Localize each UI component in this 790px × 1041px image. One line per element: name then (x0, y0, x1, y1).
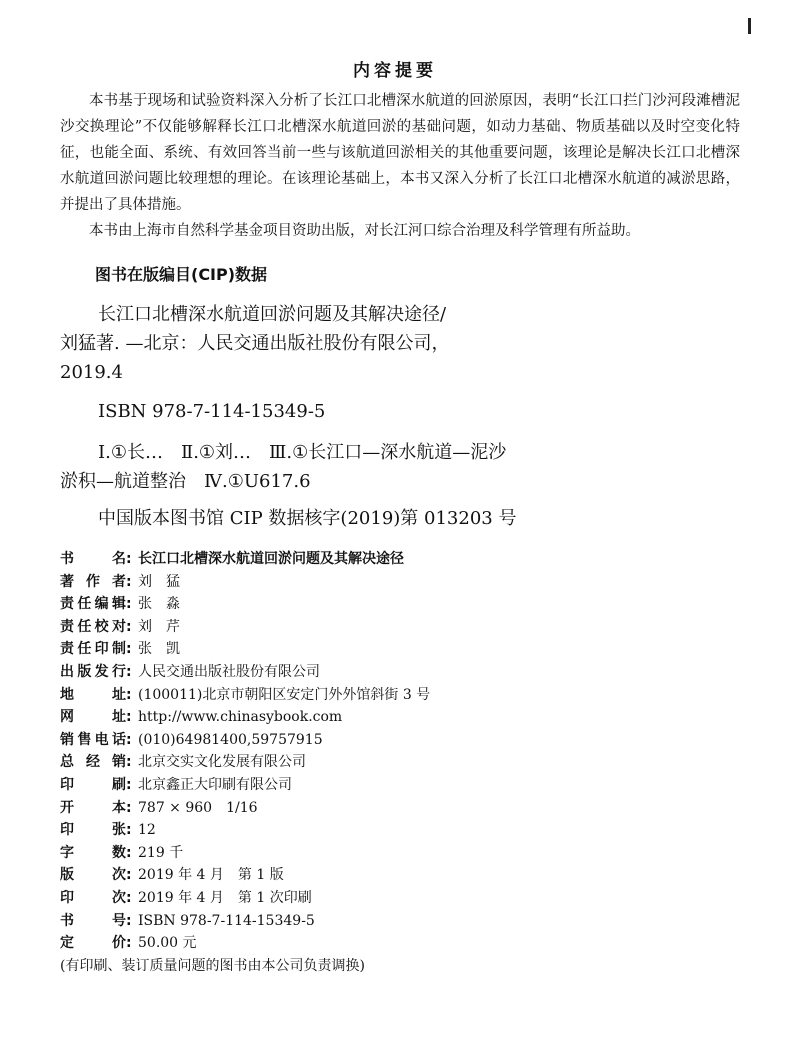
cip-author-line: 刘猛著. —北京：人民交通出版社股份有限公司， (60, 333, 450, 354)
detail-label: 字数 (60, 844, 126, 861)
detail-row-website: 网址 : http://www.chinasybook.com (60, 706, 760, 729)
cip-isbn-line: ISBN 978-7-114-15349-5 (98, 401, 326, 422)
detail-row-proofreader: 责任校对 : 刘 芹 (60, 616, 760, 639)
detail-value: 219 千 (138, 844, 184, 861)
detail-value: 北京鑫正大印刷有限公司 (138, 776, 292, 793)
detail-label: 印张 (60, 822, 126, 839)
detail-row-impression: 印次 : 2019 年 4 月 第 1 次印刷 (60, 887, 760, 910)
detail-label: 印刷 (60, 776, 126, 793)
cip-title-line: 长江口北槽深水航道回淤问题及其解决途径/ (98, 304, 447, 325)
detail-label: 销售电话 (60, 731, 126, 748)
corner-mark (748, 18, 751, 34)
detail-label: 责任编辑 (60, 596, 126, 613)
detail-value: 长江口北槽深水航道回淤问题及其解决途径 (138, 551, 404, 567)
cip-classification-line: Ⅰ.①长… Ⅱ.①刘… Ⅲ.①长江口—深水航道—泥沙 (98, 442, 507, 463)
detail-row-book-title: 书名 : 长江口北槽深水航道回淤问题及其解决途径 (60, 548, 760, 571)
cip-classification-line: 淤积—航道整治 Ⅳ.①U617.6 (60, 471, 311, 492)
detail-label: 责任校对 (60, 618, 126, 635)
detail-label: 地址 (60, 686, 126, 703)
detail-label: 开本 (60, 799, 126, 816)
publication-details (60, 548, 760, 977)
footnote: (有印刷、装订质量问题的图书由本公司负责调换) (60, 957, 365, 974)
detail-row-editor: 责任编辑 : 张 淼 (60, 593, 760, 616)
detail-label: 网址 (60, 709, 126, 726)
detail-label: 责任印制 (60, 641, 126, 658)
detail-row-word-count: 字数 : 219 千 (60, 842, 760, 865)
detail-label: 印次 (60, 889, 126, 906)
detail-label: 出版发行 (60, 663, 126, 680)
detail-value: 12 (138, 822, 156, 839)
summary-paragraph: 本书基于现场和试验资料深入分析了长江口北槽深水航道的回淤原因，表明“长江口拦门沙河段滩槽泥沙交换理论”不仅能够解释长江口北槽深水航道回淤的基础问题，如动力基础、物质基础以及时空变化特征，也能全面、系统、有效回答当前一些与该航道回淤相关的其他重要问题，该理论是解决长江口北槽深水航道回淤问题比较理想的理论。在该理论基础上，本书又深入分析了长江口北槽深水航道的减淤思路，并提出了具体措施。 (60, 93, 740, 213)
detail-row-edition: 版次 : 2019 年 4 月 第 1 版 (60, 864, 760, 887)
detail-value: 刘 猛 (138, 573, 180, 590)
detail-value: 张 凯 (138, 641, 180, 658)
detail-row-sales-phone: 销售电话 : (010)64981400,59757915 (60, 729, 760, 752)
detail-row-sheets: 印张 : 12 (60, 819, 760, 842)
detail-label: 书号 (60, 912, 126, 929)
cip-core-data: 中国版本图书馆 CIP 数据核字(2019)第 013203 号 (98, 508, 517, 529)
cip-date-line: 2019.4 (60, 362, 123, 383)
detail-row-address: 地址 : (100011)北京市朝阳区安定门外外馆斜街 3 号 (60, 684, 760, 707)
detail-value: 人民交通出版社股份有限公司 (138, 663, 320, 680)
detail-row-author: 著作者 : 刘 猛 (60, 571, 760, 594)
detail-row-printer: 印刷 : 北京鑫正大印刷有限公司 (60, 774, 760, 797)
detail-label: 书名 (60, 551, 126, 567)
detail-value: ISBN 978-7-114-15349-5 (138, 912, 315, 929)
detail-row-price: 定价 : 50.00 元 (60, 932, 760, 955)
detail-value: http://www.chinasybook.com (138, 709, 343, 726)
detail-value: 北京交实文化发展有限公司 (138, 754, 306, 771)
cip-classification (60, 438, 740, 496)
detail-value: 2019 年 4 月 第 1 次印刷 (138, 889, 312, 906)
cip-block (60, 300, 740, 533)
detail-value: 787 × 960 1/16 (138, 799, 258, 816)
detail-value: (100011)北京市朝阳区安定门外外馆斜街 3 号 (138, 686, 431, 703)
detail-row-distributor: 总经销 : 北京交实文化发展有限公司 (60, 751, 760, 774)
detail-value: 张 淼 (138, 596, 180, 613)
cip-heading: 图书在版编目(CIP)数据 (95, 265, 268, 284)
summary-title: 内容提要 (353, 61, 437, 81)
detail-label: 总经销 (60, 754, 126, 771)
detail-value: 2019 年 4 月 第 1 版 (138, 867, 284, 884)
detail-label: 版次 (60, 867, 126, 884)
detail-row-format: 开本 : 787 × 960 1/16 (60, 797, 760, 820)
detail-row-print-manager: 责任印制 : 张 凯 (60, 638, 760, 661)
detail-row-isbn: 书号 : ISBN 978-7-114-15349-5 (60, 910, 760, 933)
detail-label: 定价 (60, 935, 126, 952)
summary-paragraph: 本书由上海市自然科学基金项目资助出版，对长江河口综合治理及科学管理有所益助。 (89, 223, 640, 239)
detail-label: 著作者 (60, 573, 126, 590)
detail-value: 50.00 元 (138, 935, 197, 952)
detail-row-publisher: 出版发行 : 人民交通出版社股份有限公司 (60, 661, 760, 684)
detail-value: 刘 芹 (138, 618, 180, 635)
detail-value: (010)64981400,59757915 (138, 731, 323, 748)
summary-section (60, 88, 740, 244)
